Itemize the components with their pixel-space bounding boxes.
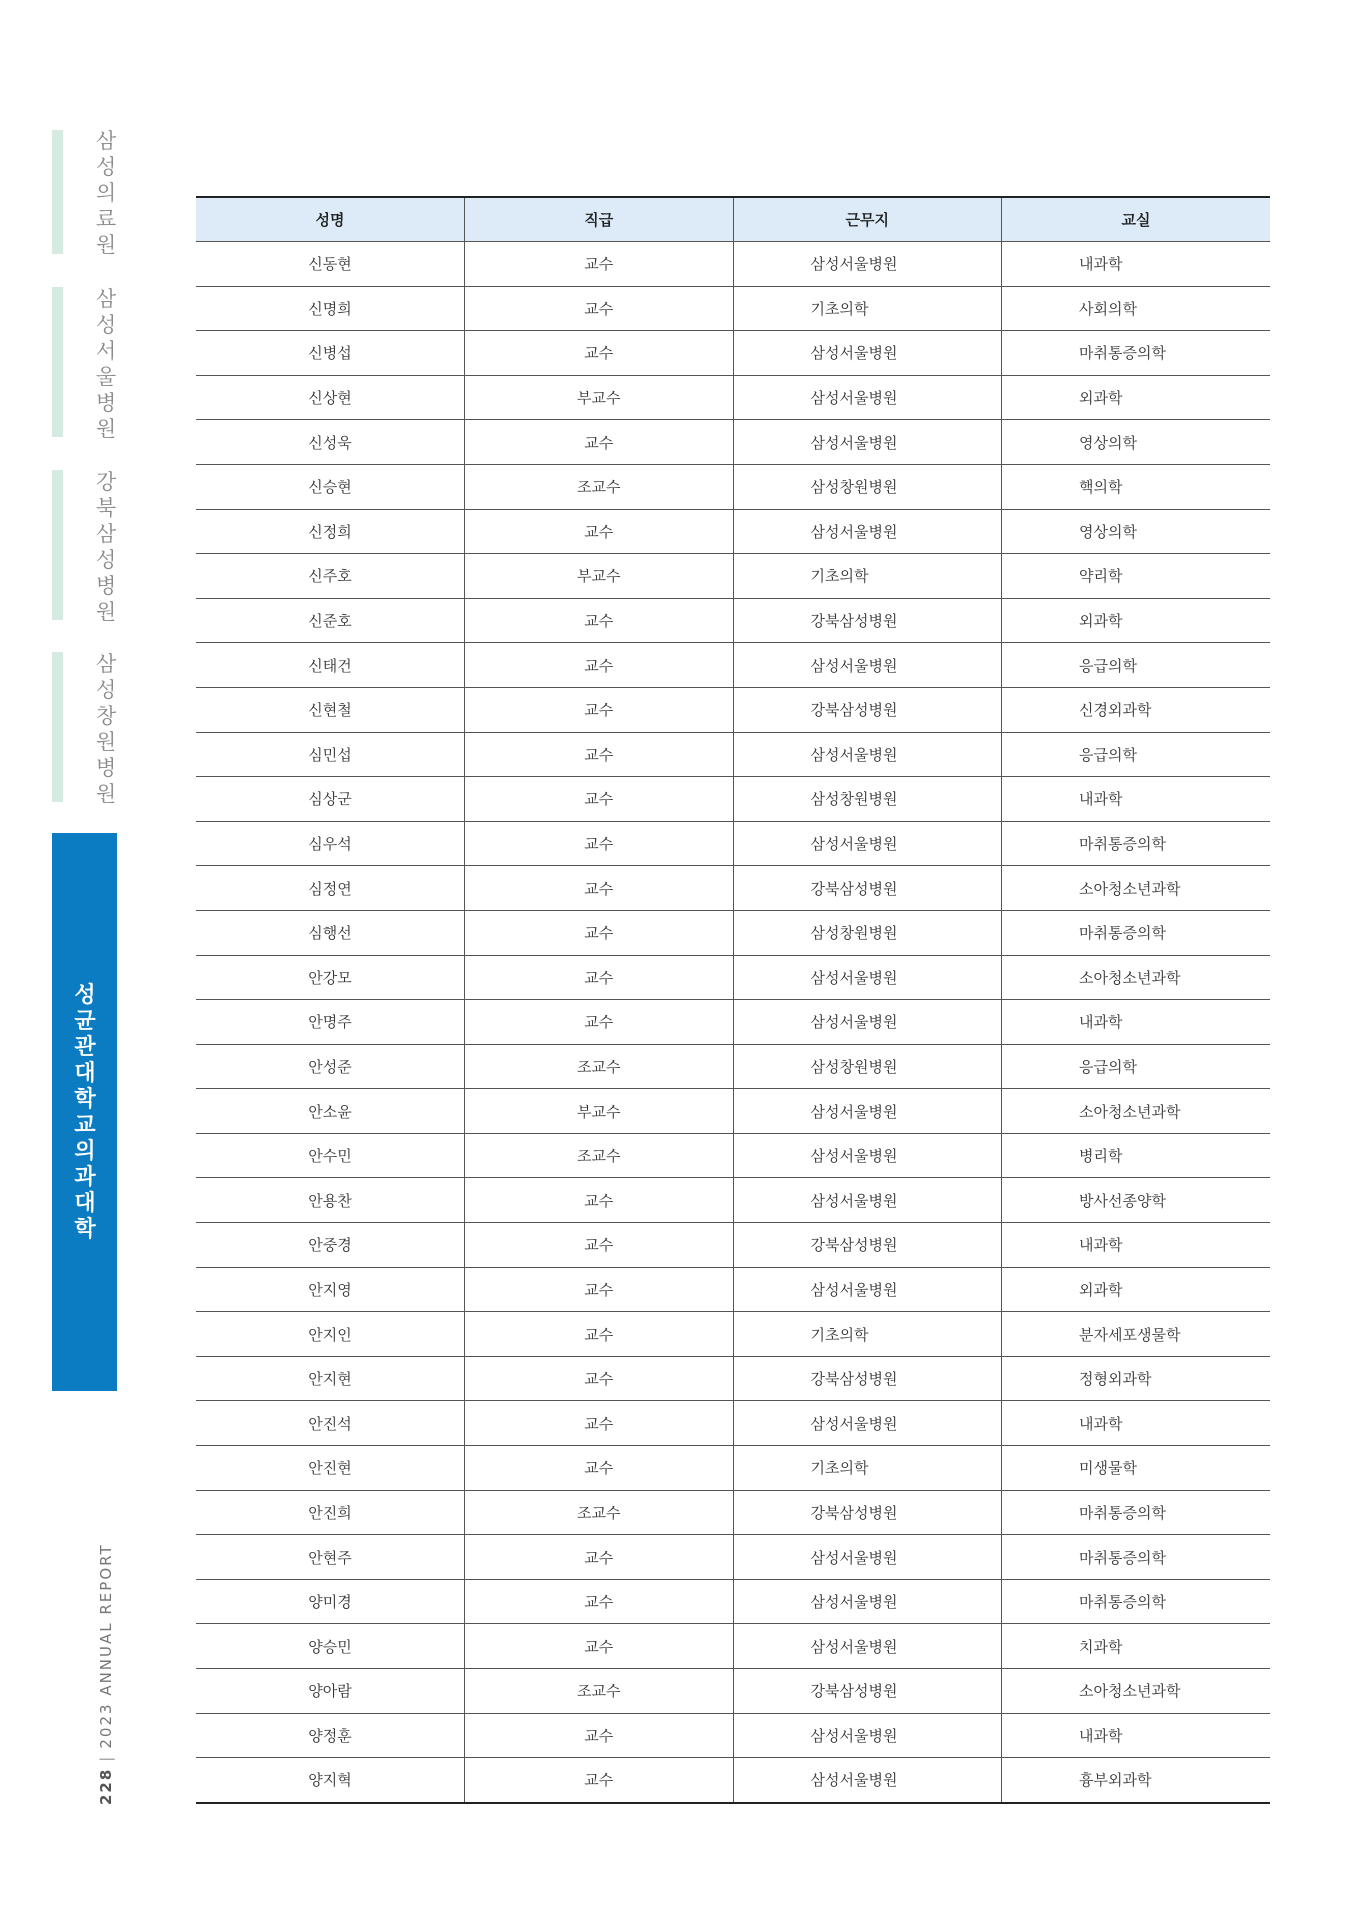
cell-department: 약리학 [1002,554,1271,599]
cell-name: 신승현 [196,464,465,509]
cell-workplace: 기초의학 [733,286,1002,331]
cell-workplace: 강북삼성병원 [733,1490,1002,1535]
cell-workplace: 강북삼성병원 [733,1356,1002,1401]
cell-department: 내과학 [1002,1223,1271,1268]
table-row [196,687,1270,732]
cell-workplace: 삼성서울병원 [733,1089,1002,1134]
cell-workplace: 삼성서울병원 [733,1267,1002,1312]
cell-name: 안강모 [196,955,465,1000]
cell-name: 안진희 [196,1490,465,1535]
cell-name: 안진석 [196,1401,465,1446]
cell-workplace: 삼성서울병원 [733,1178,1002,1223]
cell-workplace: 삼성서울병원 [733,1000,1002,1045]
cell-department: 내과학 [1002,777,1271,822]
table-row [196,1401,1270,1446]
cell-position: 교수 [465,331,734,376]
table-row [196,1044,1270,1089]
cell-department: 외과학 [1002,1267,1271,1312]
cell-position: 교수 [465,866,734,911]
cell-name: 심우석 [196,821,465,866]
cell-position: 조교수 [465,1490,734,1535]
header-name: 성명 [196,197,465,242]
cell-workplace: 삼성서울병원 [733,1579,1002,1624]
table-row [196,1713,1270,1758]
cell-workplace: 삼성서울병원 [733,955,1002,1000]
sidebar-tab-samsung-medical-center[interactable]: 삼성의료원 [95,129,117,257]
cell-department: 소아청소년과학 [1002,1089,1271,1134]
cell-workplace: 삼성서울병원 [733,375,1002,420]
table-row [196,955,1270,1000]
cell-department: 분자세포생물학 [1002,1312,1271,1357]
cell-position: 교수 [465,1000,734,1045]
cell-department: 병리학 [1002,1133,1271,1178]
table-row [196,464,1270,509]
sidebar-tab-active[interactable] [52,833,117,1391]
cell-department: 영상의학 [1002,509,1271,554]
cell-name: 양승민 [196,1624,465,1669]
cell-name: 신명희 [196,286,465,331]
sidebar-tab-samsung-seoul-hospital[interactable]: 삼성서울병원 [95,287,117,441]
cell-department: 내과학 [1002,1713,1271,1758]
cell-department: 정형외과학 [1002,1356,1271,1401]
cell-name: 안명주 [196,1000,465,1045]
sidebar-tab-kangbuk-samsung-hospital[interactable]: 강북삼성병원 [95,470,117,624]
cell-workplace: 삼성서울병원 [733,331,1002,376]
cell-department: 외과학 [1002,375,1271,420]
cell-department: 영상의학 [1002,420,1271,465]
cell-department: 마취통증의학 [1002,1535,1271,1580]
cell-name: 안수민 [196,1133,465,1178]
cell-workplace: 삼성서울병원 [733,1758,1002,1803]
cell-department: 소아청소년과학 [1002,955,1271,1000]
page-number: 228 [97,1767,115,1805]
sidebar-tab-samsung-changwon-hospital[interactable]: 삼성창원병원 [95,652,117,806]
table-row [196,1624,1270,1669]
cell-workplace: 삼성서울병원 [733,1713,1002,1758]
cell-workplace: 기초의학 [733,1446,1002,1491]
cell-workplace: 삼성서울병원 [733,420,1002,465]
cell-workplace: 삼성창원병원 [733,1044,1002,1089]
cell-position: 교수 [465,598,734,643]
cell-name: 안지인 [196,1312,465,1357]
cell-name: 신현철 [196,687,465,732]
cell-name: 신태건 [196,643,465,688]
cell-position: 교수 [465,420,734,465]
cell-name: 심상군 [196,777,465,822]
cell-workplace: 강북삼성병원 [733,598,1002,643]
cell-department: 내과학 [1002,1000,1271,1045]
cell-department: 마취통증의학 [1002,331,1271,376]
cell-position: 교수 [465,1223,734,1268]
table-row [196,554,1270,599]
table-row [196,1089,1270,1134]
cell-workplace: 삼성서울병원 [733,1624,1002,1669]
cell-workplace: 삼성서울병원 [733,1133,1002,1178]
cell-position: 조교수 [465,1044,734,1089]
cell-department: 소아청소년과학 [1002,866,1271,911]
cell-workplace: 삼성서울병원 [733,509,1002,554]
cell-position: 교수 [465,1356,734,1401]
cell-name: 양지혁 [196,1758,465,1803]
cell-department: 신경외과학 [1002,687,1271,732]
cell-position: 조교수 [465,1133,734,1178]
table-row [196,1579,1270,1624]
cell-name: 안지현 [196,1356,465,1401]
cell-position: 교수 [465,1401,734,1446]
cell-department: 마취통증의학 [1002,910,1271,955]
table-row [196,643,1270,688]
cell-name: 안지영 [196,1267,465,1312]
cell-department: 미생물학 [1002,1446,1271,1491]
cell-position: 부교수 [465,554,734,599]
cell-department: 마취통증의학 [1002,1490,1271,1535]
cell-workplace: 강북삼성병원 [733,687,1002,732]
cell-department: 응급의학 [1002,1044,1271,1089]
cell-workplace: 삼성서울병원 [733,732,1002,777]
header-workplace: 근무지 [733,197,1002,242]
table-row [196,420,1270,465]
cell-department: 사회의학 [1002,286,1271,331]
cell-position: 부교수 [465,1089,734,1134]
table-row [196,777,1270,822]
cell-workplace: 기초의학 [733,1312,1002,1357]
cell-position: 교수 [465,1312,734,1357]
cell-position: 교수 [465,1178,734,1223]
cell-position: 교수 [465,643,734,688]
cell-department: 내과학 [1002,1401,1271,1446]
table-row [196,732,1270,777]
table-row [196,1490,1270,1535]
table-row [196,1223,1270,1268]
cell-position: 교수 [465,242,734,287]
cell-position: 교수 [465,1624,734,1669]
table-row [196,1312,1270,1357]
table-row [196,1267,1270,1312]
table-row [196,1133,1270,1178]
cell-name: 양아람 [196,1669,465,1714]
table-row [196,331,1270,376]
cell-name: 안중경 [196,1223,465,1268]
cell-position: 조교수 [465,1669,734,1714]
cell-department: 내과학 [1002,242,1271,287]
table-row [196,242,1270,287]
cell-position: 교수 [465,955,734,1000]
footer-separator: | [97,1754,115,1762]
cell-workplace: 삼성서울병원 [733,1401,1002,1446]
table-row [196,375,1270,420]
cell-position: 교수 [465,1579,734,1624]
cell-position: 교수 [465,910,734,955]
table-row [196,866,1270,911]
table-row [196,821,1270,866]
cell-workplace: 강북삼성병원 [733,1223,1002,1268]
cell-position: 교수 [465,1713,734,1758]
cell-workplace: 삼성서울병원 [733,1535,1002,1580]
table-row [196,509,1270,554]
cell-name: 안성준 [196,1044,465,1089]
cell-department: 치과학 [1002,1624,1271,1669]
cell-workplace: 삼성서울병원 [733,242,1002,287]
cell-department: 핵의학 [1002,464,1271,509]
cell-name: 심민섭 [196,732,465,777]
cell-position: 교수 [465,1267,734,1312]
faculty-table [196,196,1270,1804]
cell-department: 흉부외과학 [1079,1771,1152,1790]
sidebar-tab-marker [52,130,63,254]
cell-department: 마취통증의학 [1002,821,1271,866]
cell-workplace: 삼성창원병원 [733,777,1002,822]
cell-name: 안소윤 [196,1089,465,1134]
cell-name: 신주호 [196,554,465,599]
cell-position: 조교수 [465,464,734,509]
cell-position: 교수 [465,286,734,331]
cell-workplace: 삼성서울병원 [733,643,1002,688]
cell-name: 안현주 [196,1535,465,1580]
cell-workplace: 삼성창원병원 [733,464,1002,509]
cell-name: 신성욱 [196,420,465,465]
cell-workplace: 강북삼성병원 [733,866,1002,911]
cell-position: 교수 [465,1446,734,1491]
cell-name: 안진현 [196,1446,465,1491]
table-row [196,1758,1270,1803]
cell-position: 교수 [465,821,734,866]
cell-name: 심정연 [196,866,465,911]
table-row [196,598,1270,643]
cell-position: 교수 [465,1535,734,1580]
cell-department: 외과학 [1002,598,1271,643]
cell-name: 양미경 [196,1579,465,1624]
table-row [196,1000,1270,1045]
cell-position: 교수 [465,687,734,732]
cell-department: 방사선종양학 [1002,1178,1271,1223]
table-row [196,910,1270,955]
cell-department: 응급의학 [1002,643,1271,688]
cell-name: 심행선 [196,910,465,955]
cell-name: 신동현 [196,242,465,287]
header-department: 교실 [1002,197,1271,242]
cell-name: 신정희 [196,509,465,554]
cell-name: 신준호 [196,598,465,643]
table-row [196,1178,1270,1223]
cell-position: 부교수 [465,375,734,420]
cell-name: 신병섭 [196,331,465,376]
table-body [196,242,1270,1803]
cell-workplace: 삼성창원병원 [733,910,1002,955]
table-row [196,1446,1270,1491]
cell-workplace: 강북삼성병원 [733,1669,1002,1714]
cell-position: 교수 [465,732,734,777]
report-title: 2023 ANNUAL REPORT [97,1543,115,1749]
table-row [196,1535,1270,1580]
sidebar-tab-marker [52,470,63,620]
cell-position: 교수 [465,1758,734,1803]
table-row [196,1669,1270,1714]
table-row [196,1356,1270,1401]
sidebar-tab-active-label: 성균관대학교 의과대학 [74,983,96,1242]
sidebar-tab-marker [52,652,63,802]
cell-name: 신상현 [196,375,465,420]
cell-position: 교수 [465,777,734,822]
cell-workplace: 삼성서울병원 [733,821,1002,866]
cell-department: 마취통증의학 [1002,1579,1271,1624]
cell-name: 양정훈 [196,1713,465,1758]
cell-name: 안용찬 [196,1178,465,1223]
table-row [196,286,1270,331]
header-position: 직급 [465,197,734,242]
cell-department: 소아청소년과학 [1002,1669,1271,1714]
cell-department: 응급의학 [1002,732,1271,777]
sidebar-tab-marker [52,287,63,437]
cell-position: 교수 [465,509,734,554]
cell-workplace: 기초의학 [733,554,1002,599]
page-footer [97,1543,115,1805]
table-header-row [196,197,1270,242]
